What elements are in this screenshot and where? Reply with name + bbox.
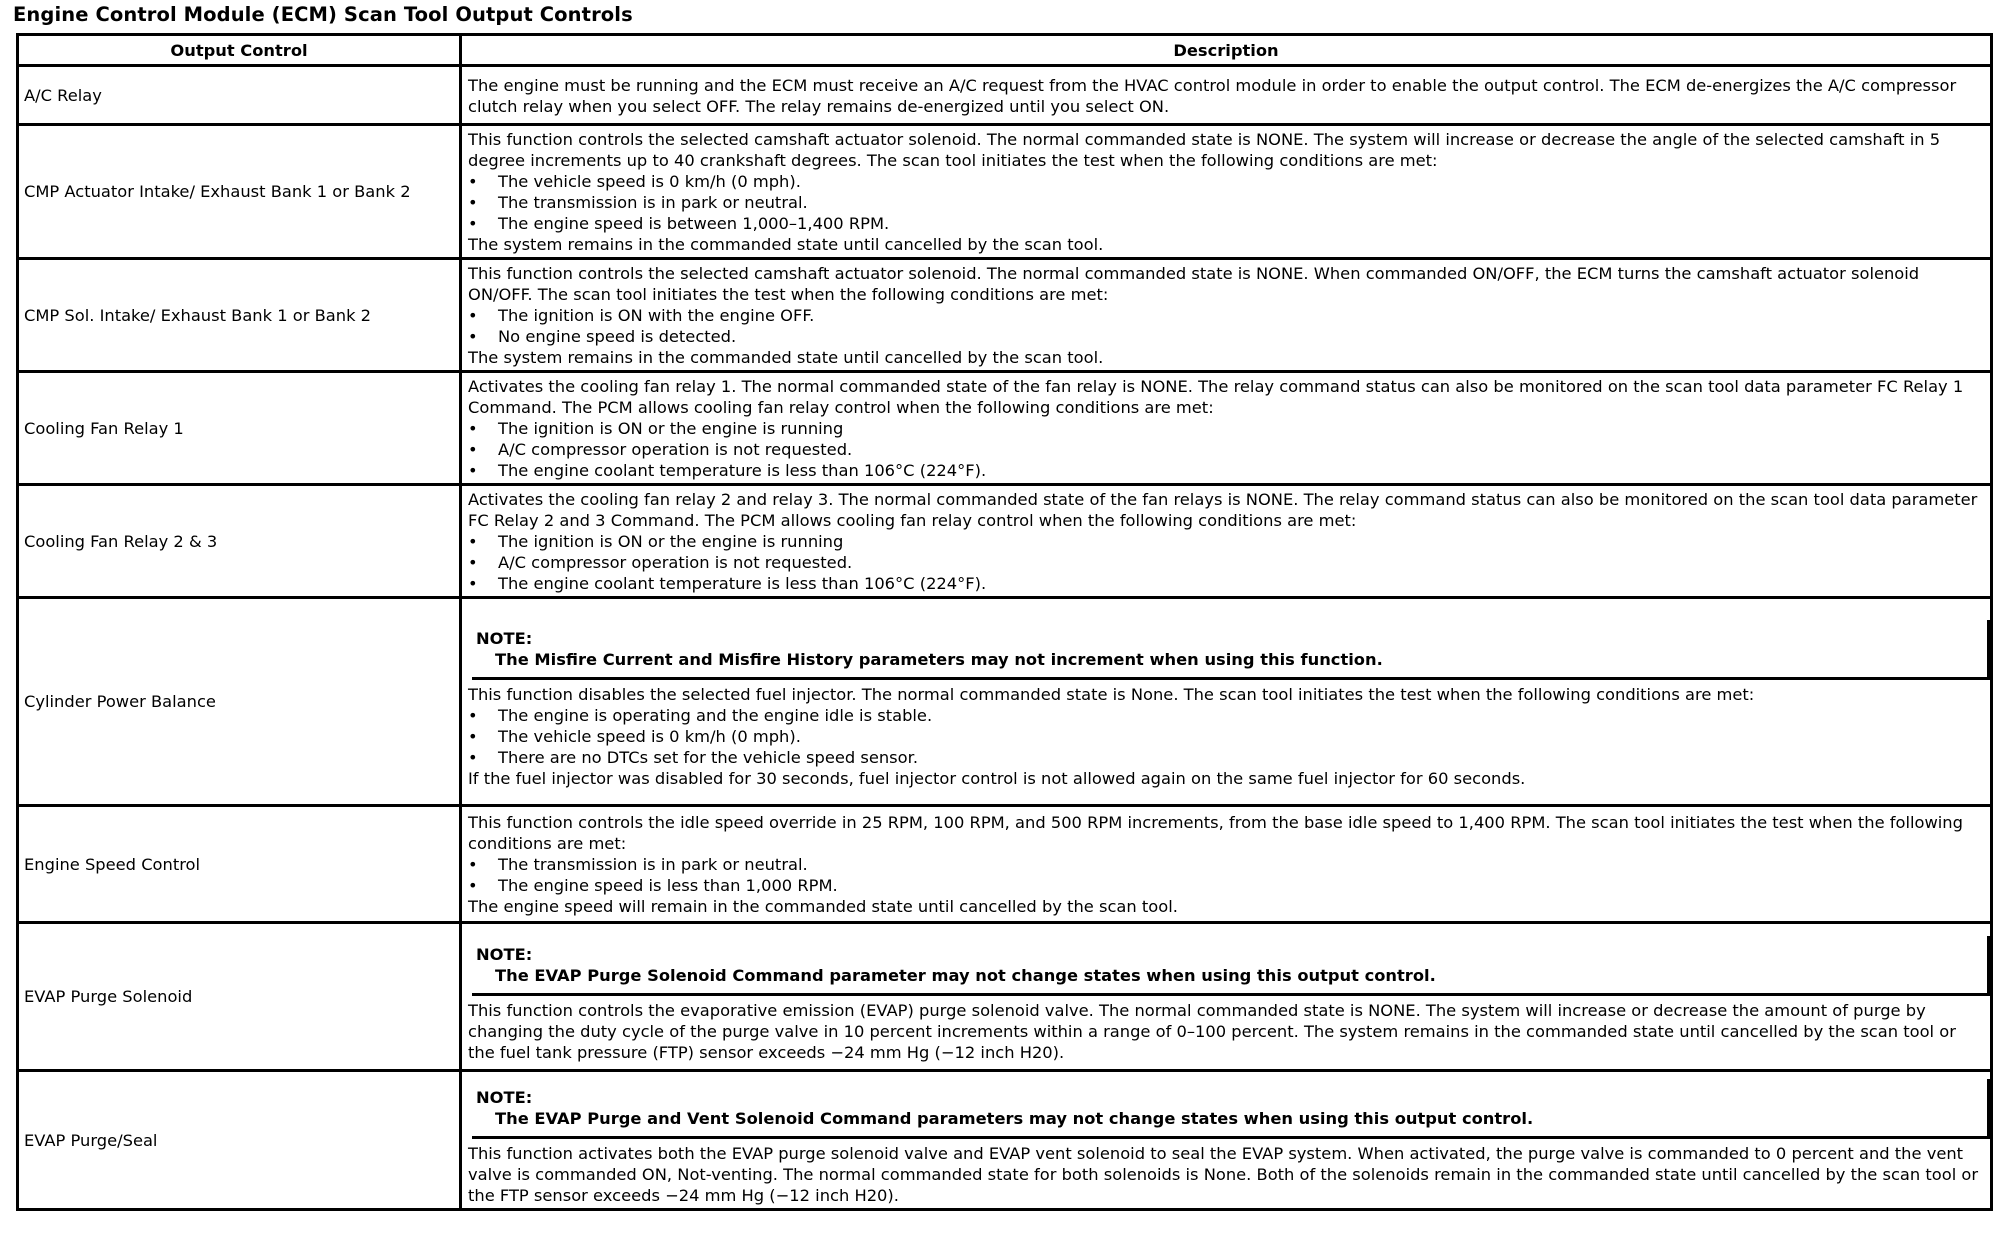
list-item: • The engine is operating and the engine idle is stable. — [468, 705, 1984, 726]
description-footer-text: The engine speed will remain in the commanded state until cancelled by the scan tool. — [468, 897, 1178, 916]
description-text: Activates the cooling fan relay 2 and relay 3. The normal commanded state of the fan relays is NONE. The relay command status can also be monitored on the scan tool data parameter FC Relay 2 and 3 Command. The PCM allows cooling fan relay control when the following conditions are met: — [468, 490, 1978, 530]
list-item: • The vehicle speed is 0 km/h (0 mph). — [468, 171, 1984, 192]
note-text: The EVAP Purge and Vent Solenoid Command parameters may not change states when using this output control. — [495, 1109, 1534, 1128]
note-box — [472, 620, 1990, 680]
condition-list — [468, 171, 1984, 234]
table-row — [18, 125, 1992, 259]
description-cell — [461, 806, 1992, 923]
table-header-row — [18, 35, 1992, 66]
note-title: NOTE: — [476, 628, 533, 648]
table-row — [18, 806, 1992, 923]
condition-list — [468, 705, 1984, 768]
description-cell — [461, 485, 1992, 598]
description-cell — [461, 259, 1992, 372]
list-item: • The transmission is in park or neutral. — [468, 854, 1984, 875]
table-row — [18, 66, 1992, 125]
output-control-cell: Cylinder Power Balance — [18, 598, 461, 806]
list-item: • There are no DTCs set for the vehicle speed sensor. — [468, 747, 1984, 768]
description-cell — [461, 372, 1992, 485]
condition-list — [468, 531, 1984, 594]
table-body — [18, 66, 1992, 1210]
description-text: This function disables the selected fuel injector. The normal commanded state is None. The scan tool initiates the test when the following conditions are met: — [468, 684, 1755, 704]
list-item: • The engine speed is less than 1,000 RPM. — [468, 875, 1984, 896]
output-control-cell: Cooling Fan Relay 2 & 3 — [18, 485, 461, 598]
output-control-cell: Engine Speed Control — [18, 806, 461, 923]
note-text: The EVAP Purge Solenoid Command parameter may not change states when using this output control. — [495, 965, 1436, 985]
list-item: • A/C compressor operation is not requested. — [468, 439, 1984, 460]
table-row — [18, 923, 1992, 1071]
list-item: • The ignition is ON or the engine is running — [468, 531, 1984, 552]
page-title: Engine Control Module (ECM) Scan Tool Output Controls — [13, 3, 633, 26]
description-text: Activates the cooling fan relay 1. The normal commanded state of the fan relay is NONE. The relay command status can also be monitored on the scan tool data parameter FC Relay 1 Command. The PCM allows cooling fan relay control when the following conditions are met: — [468, 377, 1964, 417]
note-title: NOTE: — [476, 1088, 533, 1107]
condition-list — [468, 418, 1984, 481]
description-footer-text: The system remains in the commanded state until cancelled by the scan tool. — [468, 235, 1104, 254]
description-text: The engine must be running and the ECM must receive an A/C request from the HVAC control module in order to enable the output control. The ECM de-energizes the A/C compressor clutch relay when you select OFF. The relay remains de-energized until you select ON. — [468, 75, 1957, 116]
output-control-cell: A/C Relay — [18, 66, 461, 125]
description-text: This function controls the selected camshaft actuator solenoid. The normal commanded state is NONE. When commanded ON/OFF, the ECM turns the camshaft actuator solenoid ON/OFF. The scan tool initiates the test when the following conditions are met: — [468, 264, 1920, 304]
output-control-cell: CMP Actuator Intake/ Exhaust Bank 1 or Bank 2 — [18, 125, 461, 259]
list-item: • The ignition is ON or the engine is running — [468, 418, 1984, 439]
table-row — [18, 372, 1992, 485]
note-text: The Misfire Current and Misfire History parameters may not increment when using this function. — [495, 649, 1383, 669]
description-footer-text: The system remains in the commanded state until cancelled by the scan tool. — [468, 348, 1104, 367]
note-box — [472, 936, 1990, 996]
list-item: • The ignition is ON with the engine OFF. — [468, 305, 1984, 326]
table-row — [18, 485, 1992, 598]
list-item: • A/C compressor operation is not requested. — [468, 552, 1984, 573]
table-row — [18, 598, 1992, 806]
description-cell — [461, 1071, 1992, 1210]
list-item: • No engine speed is detected. — [468, 326, 1984, 347]
column-header-output-control: Output Control — [18, 35, 461, 66]
description-text: This function controls the selected camshaft actuator solenoid. The normal commanded state is NONE. The system will increase or decrease the angle of the selected camshaft in 5 degree increments up to 40 crankshaft degrees. The scan tool initiates the test when the following conditions are met: — [468, 130, 1941, 170]
list-item: • The engine coolant temperature is less than 106°C (224°F). — [468, 460, 1984, 481]
description-text: This function controls the idle speed override in 25 RPM, 100 RPM, and 500 RPM increments, from the base idle speed to 1,400 RPM. The scan tool initiates the test when the following conditions are met: — [468, 813, 1963, 853]
condition-list — [468, 854, 1984, 896]
table-row — [18, 1071, 1992, 1210]
condition-list — [468, 305, 1984, 347]
note-box — [472, 1079, 1990, 1139]
output-control-cell: EVAP Purge/Seal — [18, 1071, 461, 1210]
note-title: NOTE: — [476, 944, 533, 964]
output-controls-table — [16, 33, 1993, 1211]
column-header-description: Description — [461, 35, 1992, 66]
description-cell — [461, 66, 1992, 125]
description-footer-text: If the fuel injector was disabled for 30 seconds, fuel injector control is not allowed again on the same fuel injector for 60 seconds. — [468, 768, 1526, 788]
table-row — [18, 259, 1992, 372]
description-cell — [461, 598, 1992, 806]
description-cell — [461, 923, 1992, 1071]
list-item: • The engine speed is between 1,000–1,400 RPM. — [468, 213, 1984, 234]
description-text: This function controls the evaporative emission (EVAP) purge solenoid valve. The normal commanded state is NONE. The system will increase or decrease the amount of purge by changing the duty cycle of the purge valve in 10 percent increments within a range of 0–100 percent. The system remains in the commanded state until cancelled by the scan tool or the fuel tank pressure (FTP) sensor exceeds −24 mm Hg (−12 inch H20). — [468, 1000, 1956, 1062]
output-control-cell: CMP Sol. Intake/ Exhaust Bank 1 or Bank 2 — [18, 259, 461, 372]
list-item: • The vehicle speed is 0 km/h (0 mph). — [468, 726, 1984, 747]
list-item: • The transmission is in park or neutral. — [468, 192, 1984, 213]
output-control-cell: EVAP Purge Solenoid — [18, 923, 461, 1071]
description-text: This function activates both the EVAP purge solenoid valve and EVAP vent solenoid to seal the EVAP system. When activated, the purge valve is commanded to 0 percent and the vent valve is commanded ON, Not-venting. The normal commanded state for both solenoids is None. Both of the solenoids remain in the commanded state until cancelled by the scan tool or the FTP sensor exceeds −24 mm Hg (−12 inch H20). — [468, 1144, 1979, 1205]
description-cell — [461, 125, 1992, 259]
list-item: • The engine coolant temperature is less than 106°C (224°F). — [468, 573, 1984, 594]
output-control-cell: Cooling Fan Relay 1 — [18, 372, 461, 485]
